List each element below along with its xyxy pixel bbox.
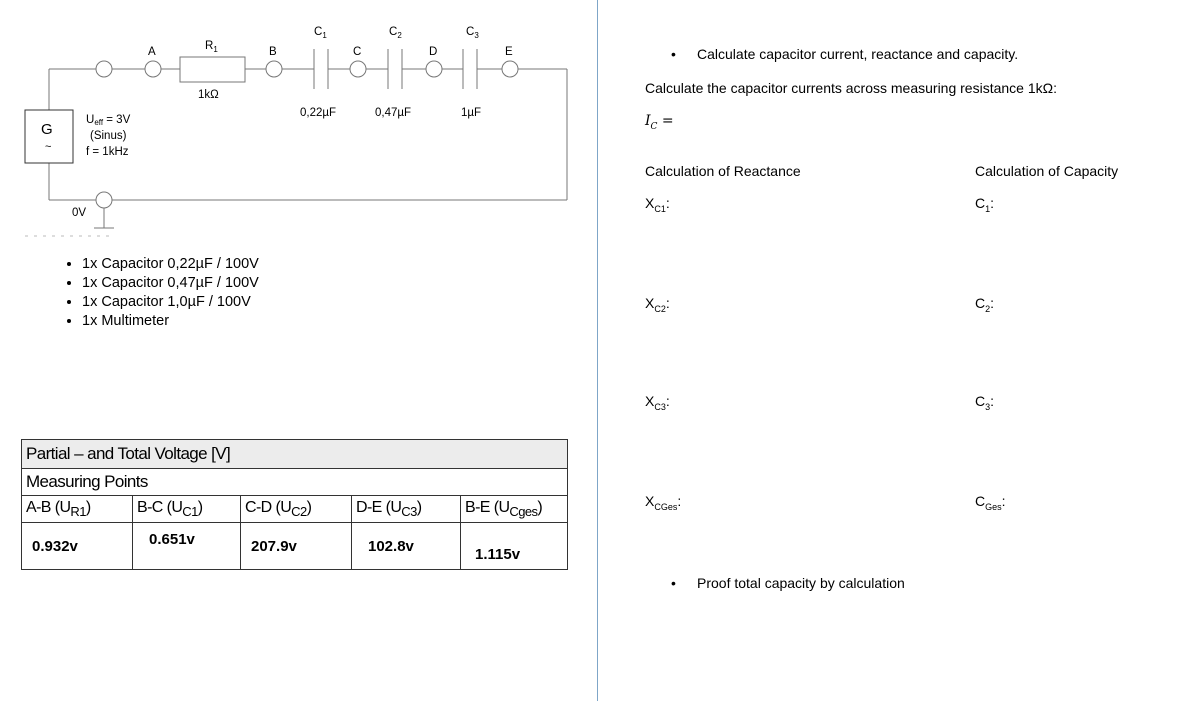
capacity-heading: Calculation of Capacity bbox=[975, 163, 1119, 179]
capacity-c2: $C_2$: bbox=[975, 295, 995, 314]
proof-task: • Proof total capacity by calculation bbox=[697, 575, 905, 591]
terminal-e bbox=[502, 61, 518, 77]
material-item: • 1x Multimeter bbox=[82, 312, 259, 331]
reactance-xc3: $X_{C3}$: bbox=[645, 393, 670, 412]
sine-icon: ~ bbox=[45, 141, 52, 153]
node-label-c: C bbox=[353, 46, 362, 58]
capacity-c3: $C_3$: bbox=[975, 393, 995, 412]
node-label-b: B bbox=[269, 46, 277, 58]
capacitor-c2-label: $C_2$ bbox=[389, 26, 402, 40]
generator-symbol: G bbox=[41, 121, 53, 138]
current-formula: $I_C$ = bbox=[645, 113, 674, 132]
resistor-value: 1kΩ bbox=[198, 89, 219, 101]
page-divider bbox=[597, 0, 598, 701]
column-header: A-B $(U_{R1})$ bbox=[22, 496, 133, 523]
column-header: B-E $(U_{Cges})$ bbox=[461, 496, 568, 523]
terminal-ground bbox=[96, 192, 112, 208]
ground-label: 0V bbox=[72, 207, 87, 219]
reactance-xcges: $X_{CGes}$: bbox=[645, 493, 682, 512]
material-item: • 1x Capacitor 1,0µF / 100V bbox=[82, 293, 259, 312]
terminal-a bbox=[145, 61, 161, 77]
terminal-c bbox=[350, 61, 366, 77]
materials-list bbox=[55, 255, 259, 331]
voltage-table bbox=[21, 439, 568, 570]
value-cd: 207.9v bbox=[241, 523, 352, 570]
reactance-xc2: $X_{C2}$: bbox=[645, 295, 670, 314]
column-header: B-C $(U_{C1})$ bbox=[133, 496, 241, 523]
capacitor-c1-value: 0,22µF bbox=[300, 107, 337, 119]
capacitor-c2-value: 0,47µF bbox=[375, 107, 412, 119]
source-voltage: Ueff = 3V bbox=[86, 114, 131, 127]
value-ab: 0.932v bbox=[22, 523, 133, 570]
terminal bbox=[96, 61, 112, 77]
instruction-text: Calculate the capacitor currents across measuring resistance 1kΩ: bbox=[645, 80, 1057, 96]
task-heading: • Calculate capacitor current, reactance and capacity. bbox=[697, 46, 1018, 62]
source-waveform: (Sinus) bbox=[90, 130, 127, 142]
resistor-r1 bbox=[180, 57, 245, 82]
capacity-cges: $C_{Ges}$: bbox=[975, 493, 1006, 512]
source-frequency: f = 1kHz bbox=[86, 146, 129, 158]
capacitor-c3-value: 1µF bbox=[461, 107, 482, 119]
column-header: C-D $(U_{C2})$ bbox=[241, 496, 352, 523]
terminal-b bbox=[266, 61, 282, 77]
value-de: 102.8v bbox=[352, 523, 461, 570]
reactance-heading: Calculation of Reactance bbox=[645, 163, 801, 179]
table-subtitle: Measuring Points bbox=[22, 469, 568, 496]
capacitor-c3-label: $C_3$ bbox=[466, 26, 479, 40]
circuit-diagram bbox=[0, 0, 597, 240]
terminal-d bbox=[426, 61, 442, 77]
node-label-e: E bbox=[505, 46, 513, 58]
node-label-a: A bbox=[148, 46, 156, 58]
capacitor-c1-label: $C_1$ bbox=[314, 26, 327, 40]
table-row bbox=[22, 523, 568, 570]
material-item: • 1x Capacitor 0,47µF / 100V bbox=[82, 274, 259, 293]
material-item: • 1x Capacitor 0,22µF / 100V bbox=[82, 255, 259, 274]
node-label-d: D bbox=[429, 46, 438, 58]
resistor-label: $R_1$ bbox=[205, 40, 218, 54]
value-bc: 0.651v bbox=[133, 523, 241, 570]
value-be: 1.115v bbox=[461, 523, 568, 570]
table-header-row bbox=[22, 496, 568, 523]
capacity-c1: $C_1$: bbox=[975, 195, 995, 214]
table-title: Partial – and Total Voltage [V] bbox=[22, 440, 568, 469]
reactance-xc1: $X_{C1}$: bbox=[645, 195, 670, 214]
column-header: D-E $(U_{C3})$ bbox=[352, 496, 461, 523]
